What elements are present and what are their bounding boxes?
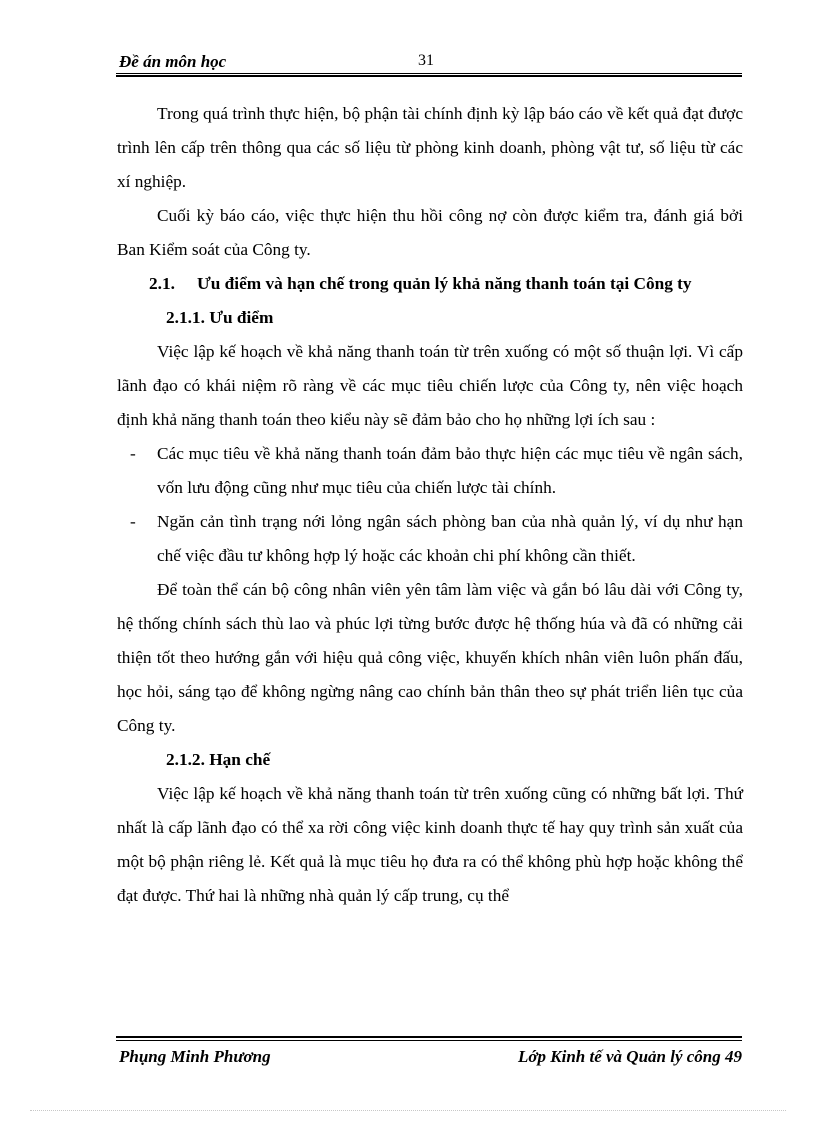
paragraph-advantages: Việc lập kế hoạch về khả năng thanh toán từ trên xuống có một số thuận lợi. Vì cấp lãnh đạo có khái niệm rõ ràng về các mục tiêu chiến lược của Công ty, nên việc hoạch định khả năng thanh toán theo kiểu này sẽ đảm bảo cho họ những lợi ích sau : [117, 342, 743, 429]
header-divider-thin [116, 73, 742, 74]
paragraph-debt-recovery: Cuối kỳ báo cáo, việc thực hiện thu hồi công nợ còn được kiểm tra, đánh giá bởi Ban Kiểm soát của Công ty. [117, 206, 743, 259]
page-edge-divider [30, 1110, 786, 1111]
list-item-text: Các mục tiêu về khả năng thanh toán đảm bảo thực hiện các mục tiêu về ngân sách, vốn lưu động cũng như mục tiêu của chiến lược tài chính. [157, 444, 743, 497]
section-title: Ưu điểm và hạn chế trong quản lý khả năng thanh toán tại Công ty [197, 274, 692, 293]
paragraph-limitations: Việc lập kế hoạch về khả năng thanh toán từ trên xuống cũng có những bất lợi. Thứ nhất là cấp lãnh đạo có thể xa rời công việc kinh doanh thực tế hay quy trình sản xuất của một bộ phận riêng lẻ. Kết quả là mục tiêu họ đưa ra có thể không phù hợp hoặc không thể đạt được. Thứ hai là những nhà quản lý cấp trung, cụ thể [117, 784, 743, 905]
bullet-dash: - [130, 444, 136, 463]
paragraph-compensation: Để toàn thể cán bộ công nhân viên yên tâm làm việc và gắn bó lâu dài với Công ty, hệ thống chính sách thù lao và phúc lợi từng bước được hệ thống húa và đã có những cải thiện tốt theo hướng gắn với hiệu quả công việc, khuyến khích nhân viên luôn phấn đấu, học hỏi, sáng tạo để không ngừng nâng cao chính bản thân theo sự phát triển liên tục của Công ty. [117, 580, 743, 735]
paragraph-reporting: Trong quá trình thực hiện, bộ phận tài chính định kỳ lập báo cáo về kết quả đạt được trình lên cấp trên thông qua các số liệu từ phòng kinh doanh, phòng vật tư, số liệu từ các xí nghiệp. [117, 104, 743, 191]
header-divider-thick [116, 75, 742, 77]
section-number: 2.1. [149, 274, 175, 293]
footer-divider-thin [116, 1040, 742, 1041]
list-item-text: Ngăn cản tình trạng nới lỏng ngân sách phòng ban của nhà quản lý, ví dụ như hạn chế việc đầu tư không hợp lý hoặc các khoản chi phí không cần thiết. [157, 512, 743, 565]
page-number: 31 [418, 52, 434, 69]
footer-class: Lớp Kinh tế và Quản lý công 49 [518, 1047, 742, 1066]
list-item [117, 505, 743, 573]
bullet-dash: - [130, 512, 136, 531]
subsection-heading-advantages: 2.1.1. Ưu điểm [166, 308, 274, 327]
list-item [117, 437, 743, 505]
header-title: Đề án môn học [119, 52, 227, 71]
footer-author: Phụng Minh Phương [119, 1047, 271, 1066]
subsection-heading-limitations: 2.1.2. Hạn chế [166, 750, 271, 769]
footer-divider-thick [116, 1036, 742, 1038]
section-heading-2-1 [117, 267, 743, 301]
page-body [117, 97, 743, 913]
